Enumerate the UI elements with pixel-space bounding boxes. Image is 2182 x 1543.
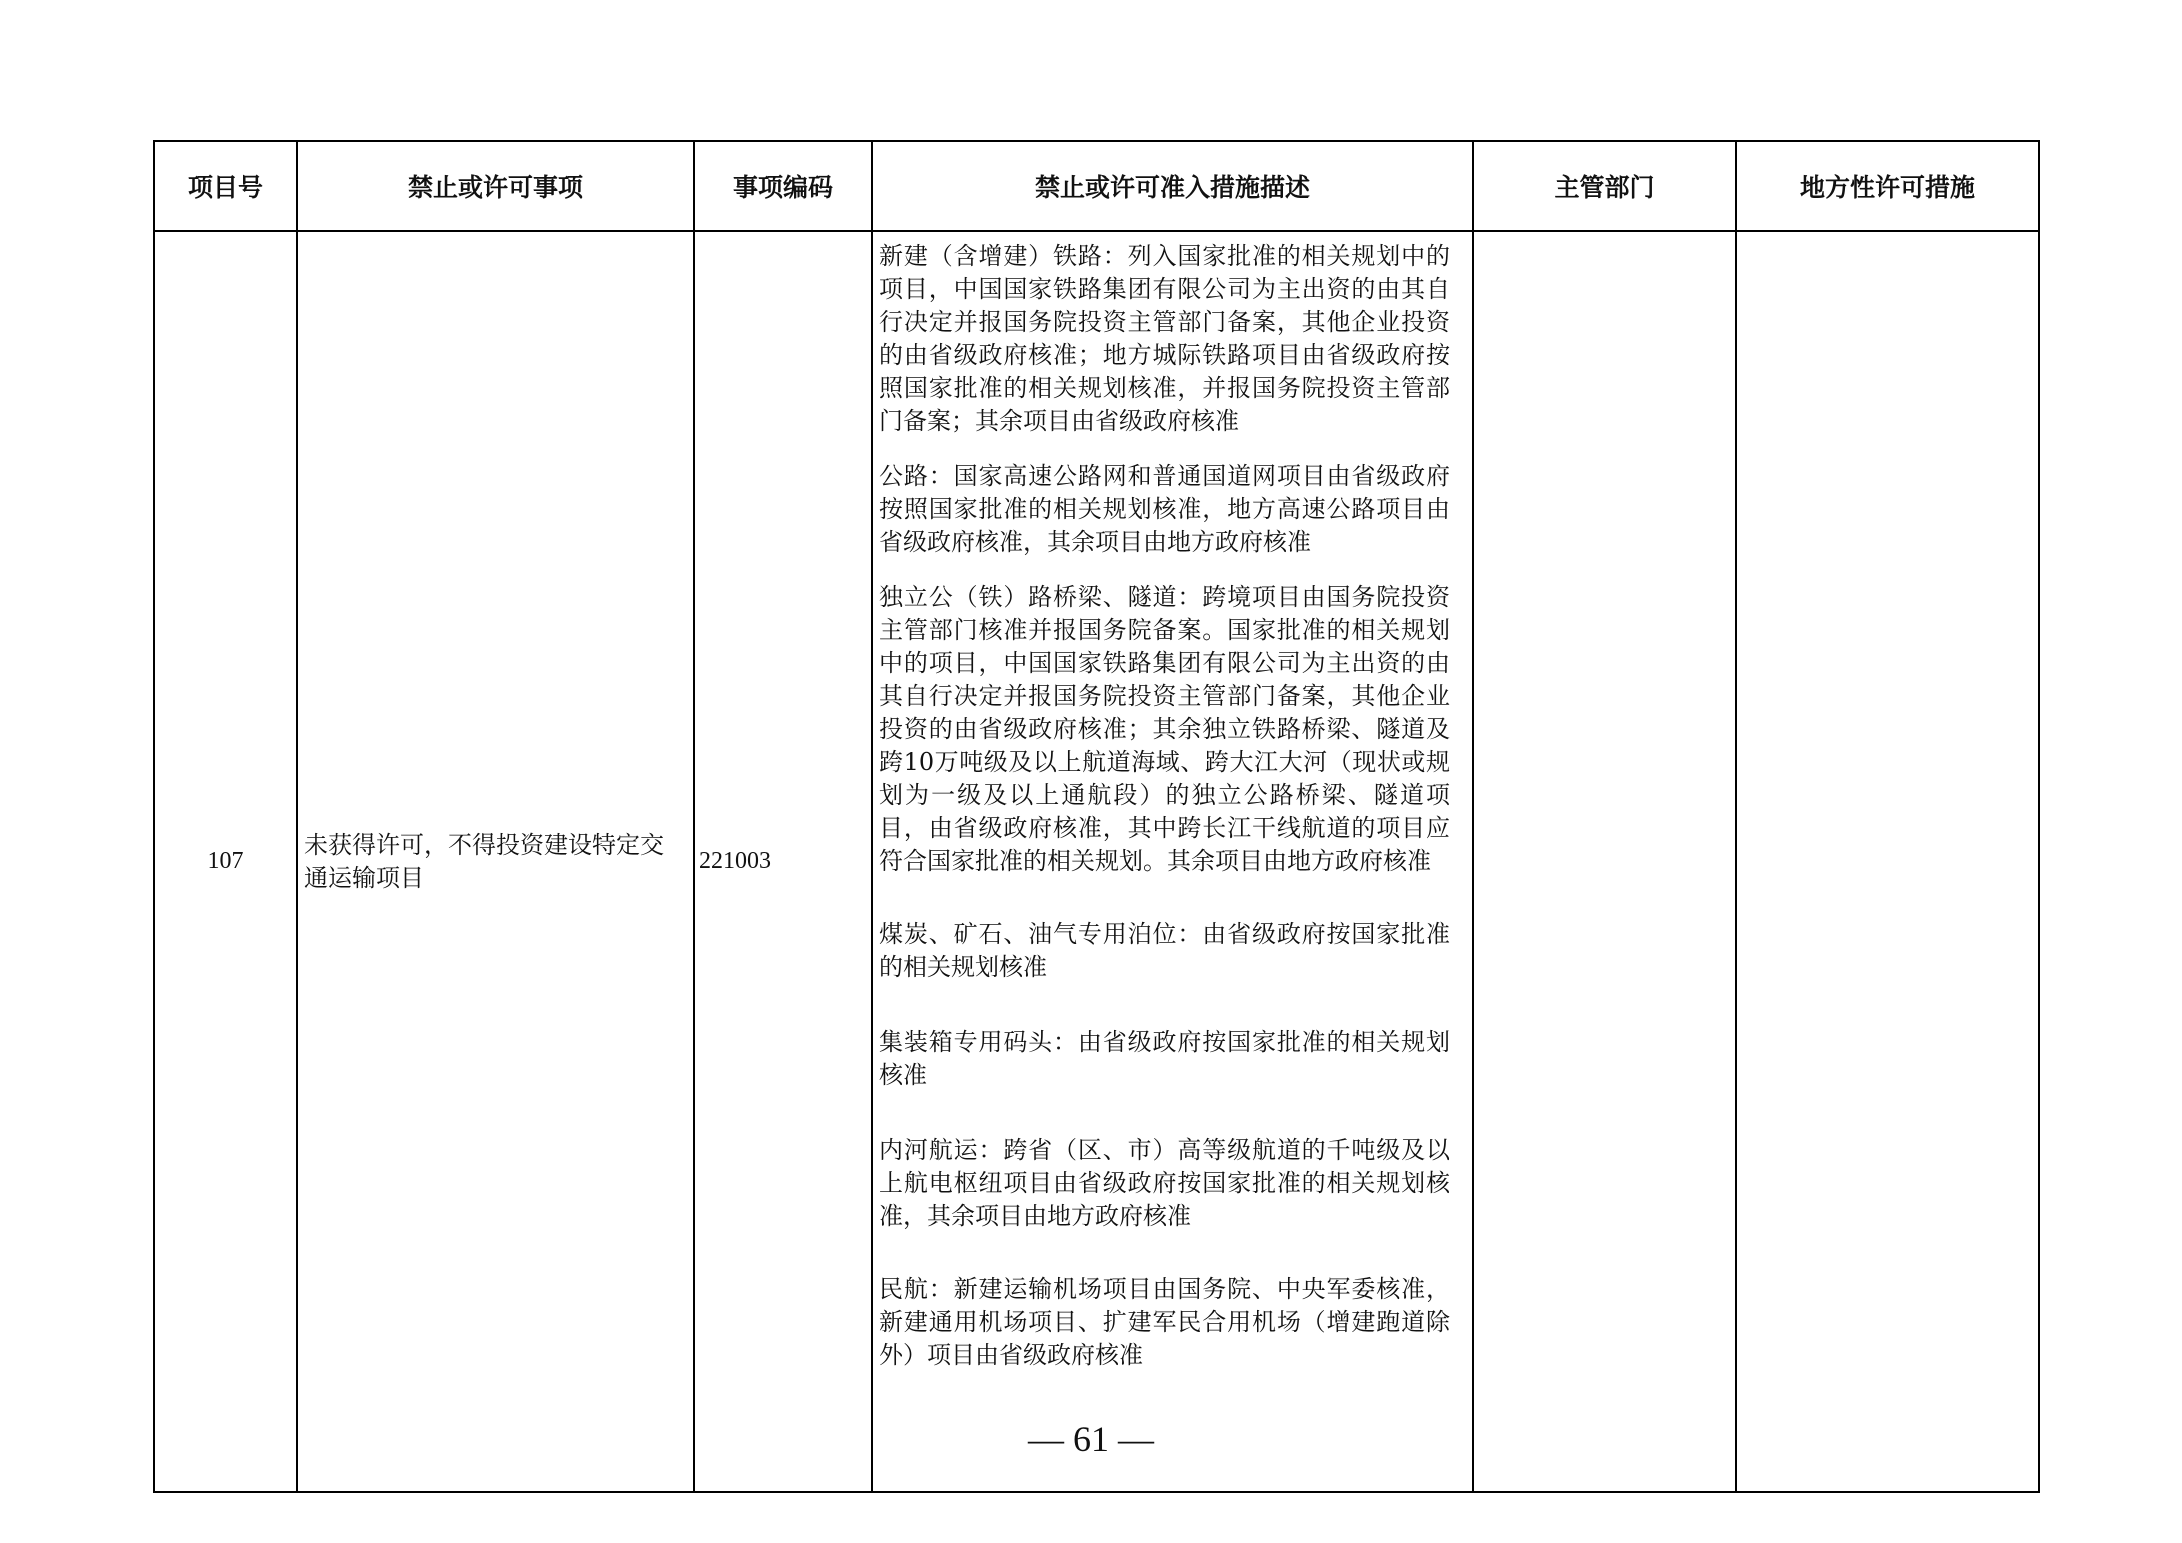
header-item-code: 事项编码: [694, 141, 872, 231]
regulation-table: [153, 140, 2040, 1493]
desc-highway: 公路：国家高速公路网和普通国道网项目由省级政府按照国家批准的相关规划核准，地方高速公路项目由省级政府核准，其余项目由地方政府核准: [879, 462, 1450, 556]
cell-department: [1473, 231, 1736, 1492]
desc-inland-waterway: 内河航运：跨省（区、市）高等级航道的千吨级及以上航电枢纽项目由省级政府按国家批准的相关规划核准，其余项目由地方政府核准: [879, 1136, 1450, 1230]
header-item-no: 项目号: [154, 141, 297, 231]
header-department: 主管部门: [1473, 141, 1736, 231]
header-local-measures: 地方性许可措施: [1736, 141, 2039, 231]
cell-description: [872, 231, 1473, 1492]
cell-item-name: 未获得许可，不得投资建设特定交通运输项目: [297, 231, 694, 1492]
table-row: [154, 231, 2039, 1492]
desc-container-terminal: 集装箱专用码头：由省级政府按国家批准的相关规划核准: [879, 1028, 1450, 1089]
cell-local-measures: [1736, 231, 2039, 1492]
desc-railway: 新建（含增建）铁路：列入国家批准的相关规划中的项目，中国国家铁路集团有限公司为主出资的由其自行决定并报国务院投资主管部门备案，其他企业投资的由省级政府核准；地方城际铁路项目由省级政府按照国家批准的相关规划核准，并报国务院投资主管部门备案；其余项目由省级政府核准: [879, 242, 1450, 435]
desc-civil-aviation: 民航：新建运输机场项目由国务院、中央军委核准，新建通用机场项目、扩建军民合用机场（增建跑道除外）项目由省级政府核准: [879, 1275, 1450, 1369]
header-description: 禁止或许可准入措施描述: [872, 141, 1473, 231]
cell-item-no: 107: [154, 231, 297, 1492]
desc-berths: 煤炭、矿石、油气专用泊位：由省级政府按国家批准的相关规划核准: [879, 920, 1450, 981]
header-item-name: 禁止或许可事项: [297, 141, 694, 231]
desc-bridges-tunnels: 独立公（铁）路桥梁、隧道：跨境项目由国务院投资主管部门核准并报国务院备案。国家批准的相关规划中的项目，中国国家铁路集团有限公司为主出资的由其自行决定并报国务院投资主管部门备案，其他企业投资的由省级政府核准；其余独立铁路桥梁、隧道及跨10万吨级及以上航道海域、跨大江大河（现状或规划为一级及以上通航段）的独立公路桥梁、隧道项目，由省级政府核准，其中跨长江干线航道的项目应符合国家批准的相关规划。其余项目由地方政府核准: [879, 583, 1450, 875]
page-number: — 61 —: [1028, 1419, 1154, 1459]
cell-item-code: 221003: [694, 231, 872, 1492]
table-header-row: [154, 141, 2039, 231]
